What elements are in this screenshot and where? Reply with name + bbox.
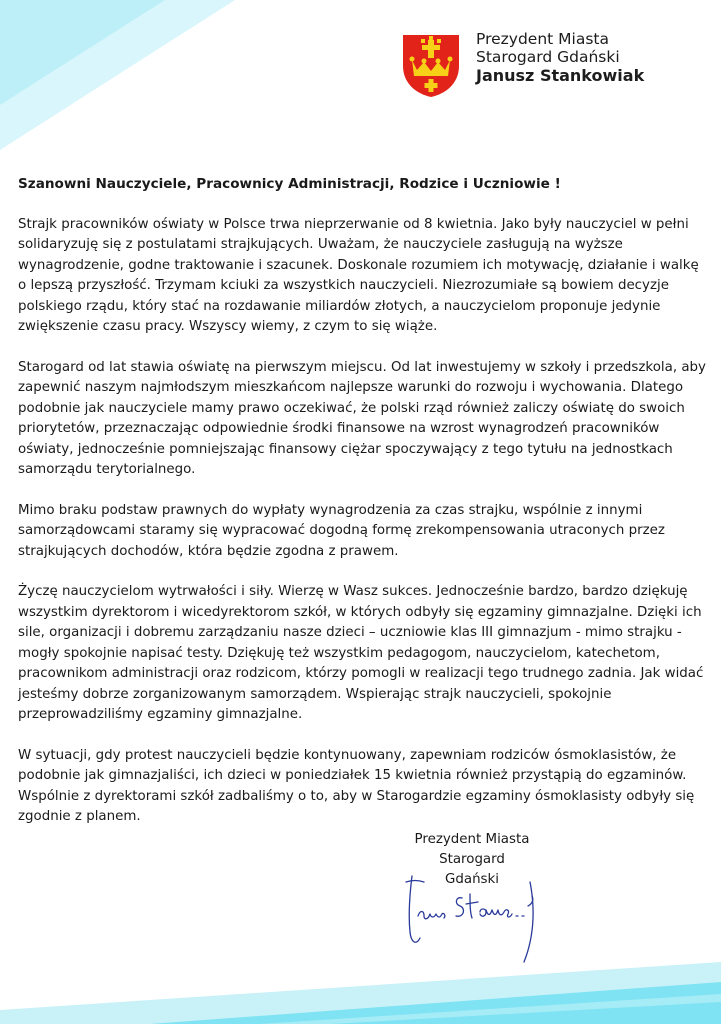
letter-paragraph-3: Mimo braku podstaw prawnych do wypłaty wynagrodzenia za czas strajku, wspólnie z innymi samorządowcami staramy się wypracować dogodną formę zrekompensowania utraconych przez strajkujących dochodów, która będzie zgodna z prawem. bbox=[18, 502, 665, 559]
top-left-decoration-inner bbox=[0, 0, 165, 105]
letter-paragraph-1: Strajk pracowników oświaty w Polsce trwa nieprzerwanie od 8 kwietnia. Jako były nauczyciel w pełni solidaryzuję się z postulatami strajkujących. Uważam, że nauczyciele zasługują na wyższe wynagrodzenie, godne traktowanie i szacunek. Doskonale rozumiem ich motywację, działanie i walkę o lepszą przyszłość. Trzymam kciuki za wszystkich nauczycieli. Niezrozumiałe są bowiem decyzje polskiego rządu, który stać na rozdawanie miliardów złotych, a nauczycielom proponuje jedynie zwiększenie czasu pracy. Wszyscy wiemy, z czym to się wiąże. bbox=[18, 216, 699, 334]
city-crest-logo bbox=[400, 32, 462, 98]
letterhead-city: Starogard Gdański bbox=[476, 48, 620, 66]
letter-paragraph-5: W sytuacji, gdy protest nauczycieli będzie kontynuowany, zapewniam rodziców ósmoklasistów, że podobnie jak gimnazjaliści, ich dzieci w poniedziałek 15 kwietnia również przystąpią do egzaminów. Wspólnie z dyrektorami szkół zadbaliśmy o to, aby w Starogardzie egzaminy ósmoklasisty odbyły się zgodnie z planem. bbox=[18, 747, 695, 824]
signoff-title: Prezydent Miasta bbox=[414, 832, 530, 847]
bottom-decoration-strip bbox=[260, 994, 721, 1024]
letter-greeting: Szanowni Nauczyciele, Pracownicy Administracji, Rodzice i Uczniowie ! bbox=[18, 176, 561, 192]
letter-paragraph-4: Życzę nauczycielom wytrwałości i siły. Wierzę w Wasz sukces. Jednocześnie bardzo, bardzo dziękuję wszystkim dyrektorom i wicedyrektorom szkół, w których odbyły się egzaminy gimnazjalne. Dzięki ich sile, organizacji i dobremu zarządzaniu nasze dzieci – uczniowie klas III gimnazjum - mimo strajku - mogły spokojnie napisać testy. Dziękuję też wszystkim pedagogom, nauczycielom, katechetom, pracownikom administracji oraz rodzicom, którzy pomogli w realizacji tego trudnego zadnia. Jak widać jesteśmy dobrze zorganizowanym samorządem. Wspierając strajk nauczycieli, spokojnie przeprowadziliśmy egzaminy gimnazjalne. bbox=[18, 584, 704, 722]
letterhead-name: Janusz Stankowiak bbox=[476, 66, 645, 85]
letterhead bbox=[400, 26, 700, 100]
bottom-decoration bbox=[0, 982, 721, 1024]
letter-body bbox=[18, 174, 708, 848]
letterhead-text bbox=[476, 30, 644, 85]
bottom-decoration-light bbox=[0, 962, 721, 1024]
signature-lettering: Janusz Stanko... bbox=[398, 872, 406, 873]
handwritten-signature bbox=[398, 872, 558, 968]
letter-paragraph-2: Starogard od lat stawia oświatę na pierwszym miejscu. Od lat inwestujemy w szkoły i przedszkola, aby zapewnić naszym najmłodszym mieszkańcom najlepsze warunki do rozwoju i wychowania. Dlatego podobnie jak nauczyciele mamy prawo oczekiwać, że polski rząd również zaliczy oświatę do swoich priorytetów, przeznaczając odpowiednie środki finansowe na wzrost wynagrodzeń pracowników oświaty, jednocześnie pomniejszając finansowy ciężar spoczywający z tego tytułu na jednostkach samorządu terytorialnego. bbox=[18, 359, 706, 477]
letterhead-title: Prezydent Miasta bbox=[476, 30, 609, 48]
signoff-city: Starogard Gdański bbox=[439, 852, 505, 887]
top-left-decoration bbox=[0, 0, 235, 150]
